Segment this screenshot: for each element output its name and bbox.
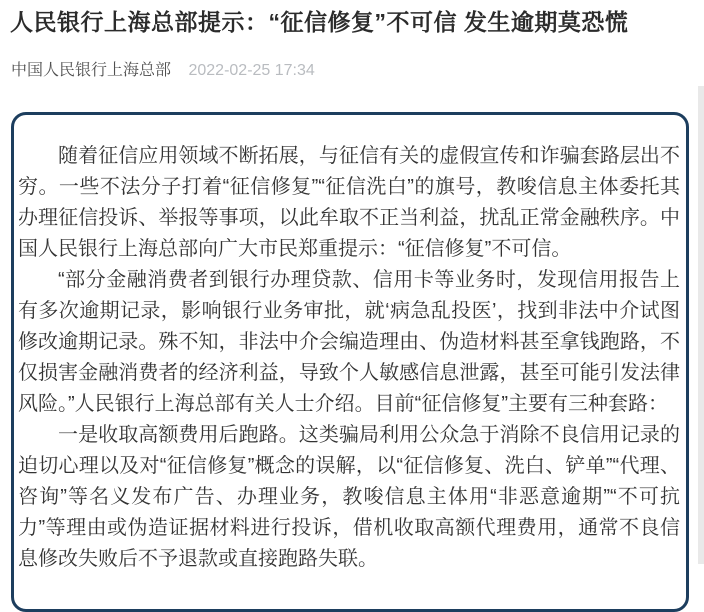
article-title: 人民银行上海总部提示：“征信修复”不可信 发生逾期莫恐慌 (10, 9, 629, 35)
article-content-box (11, 112, 689, 612)
article-meta (11, 57, 315, 80)
paragraph-tactic-one: 一是收取高额费用后跑路。这类骗局利用公众急于消除不良信用记录的迫切心理以及对“征信修复”概念的误解，以“征信修复、洗白、铲单”“代理、咨询”等名义发布广告、办理业务，教唆信息主体用“非恶意逾期”“不可抗力”等理由或伪造证据材料进行投诉，借机收取高额代理费用，通常不良信息修改失败后不予退款或直接跑路失联。 (18, 424, 680, 570)
article-publish-date: 2022-02-25 17:34 (188, 62, 315, 79)
article-source: 中国人民银行上海总部 (11, 62, 172, 79)
paragraph-intro: 随着征信应用领域不断拓展，与征信有关的虚假宣传和诈骗套路层出不穷。一些不法分子打着“征信修复”“征信洗白”的旗号，教唆信息主体委托其办理征信投诉、举报等事项，以此牟取不正当利益，扰乱正常金融秩序。中国人民银行上海总部向广大市民郑重提示：“征信修复”不可信。 (18, 145, 680, 260)
scrollbar-track[interactable] (698, 86, 704, 564)
paragraph-official-explanation: “部分金融消费者到银行办理贷款、信用卡等业务时，发现信用报告上有多次逾期记录，影响银行业务审批，就‘病急乱投医’，找到非法中介试图修改逾期记录。殊不知，非法中介会编造理由、伪造材料甚至拿钱跑路，不仅损害金融消费者的经济利益，导致个人敏感信息泄露，甚至可能引发法律风险。”人民银行上海总部有关人士介绍。目前“征信修复”主要有三种套路： (18, 269, 680, 415)
